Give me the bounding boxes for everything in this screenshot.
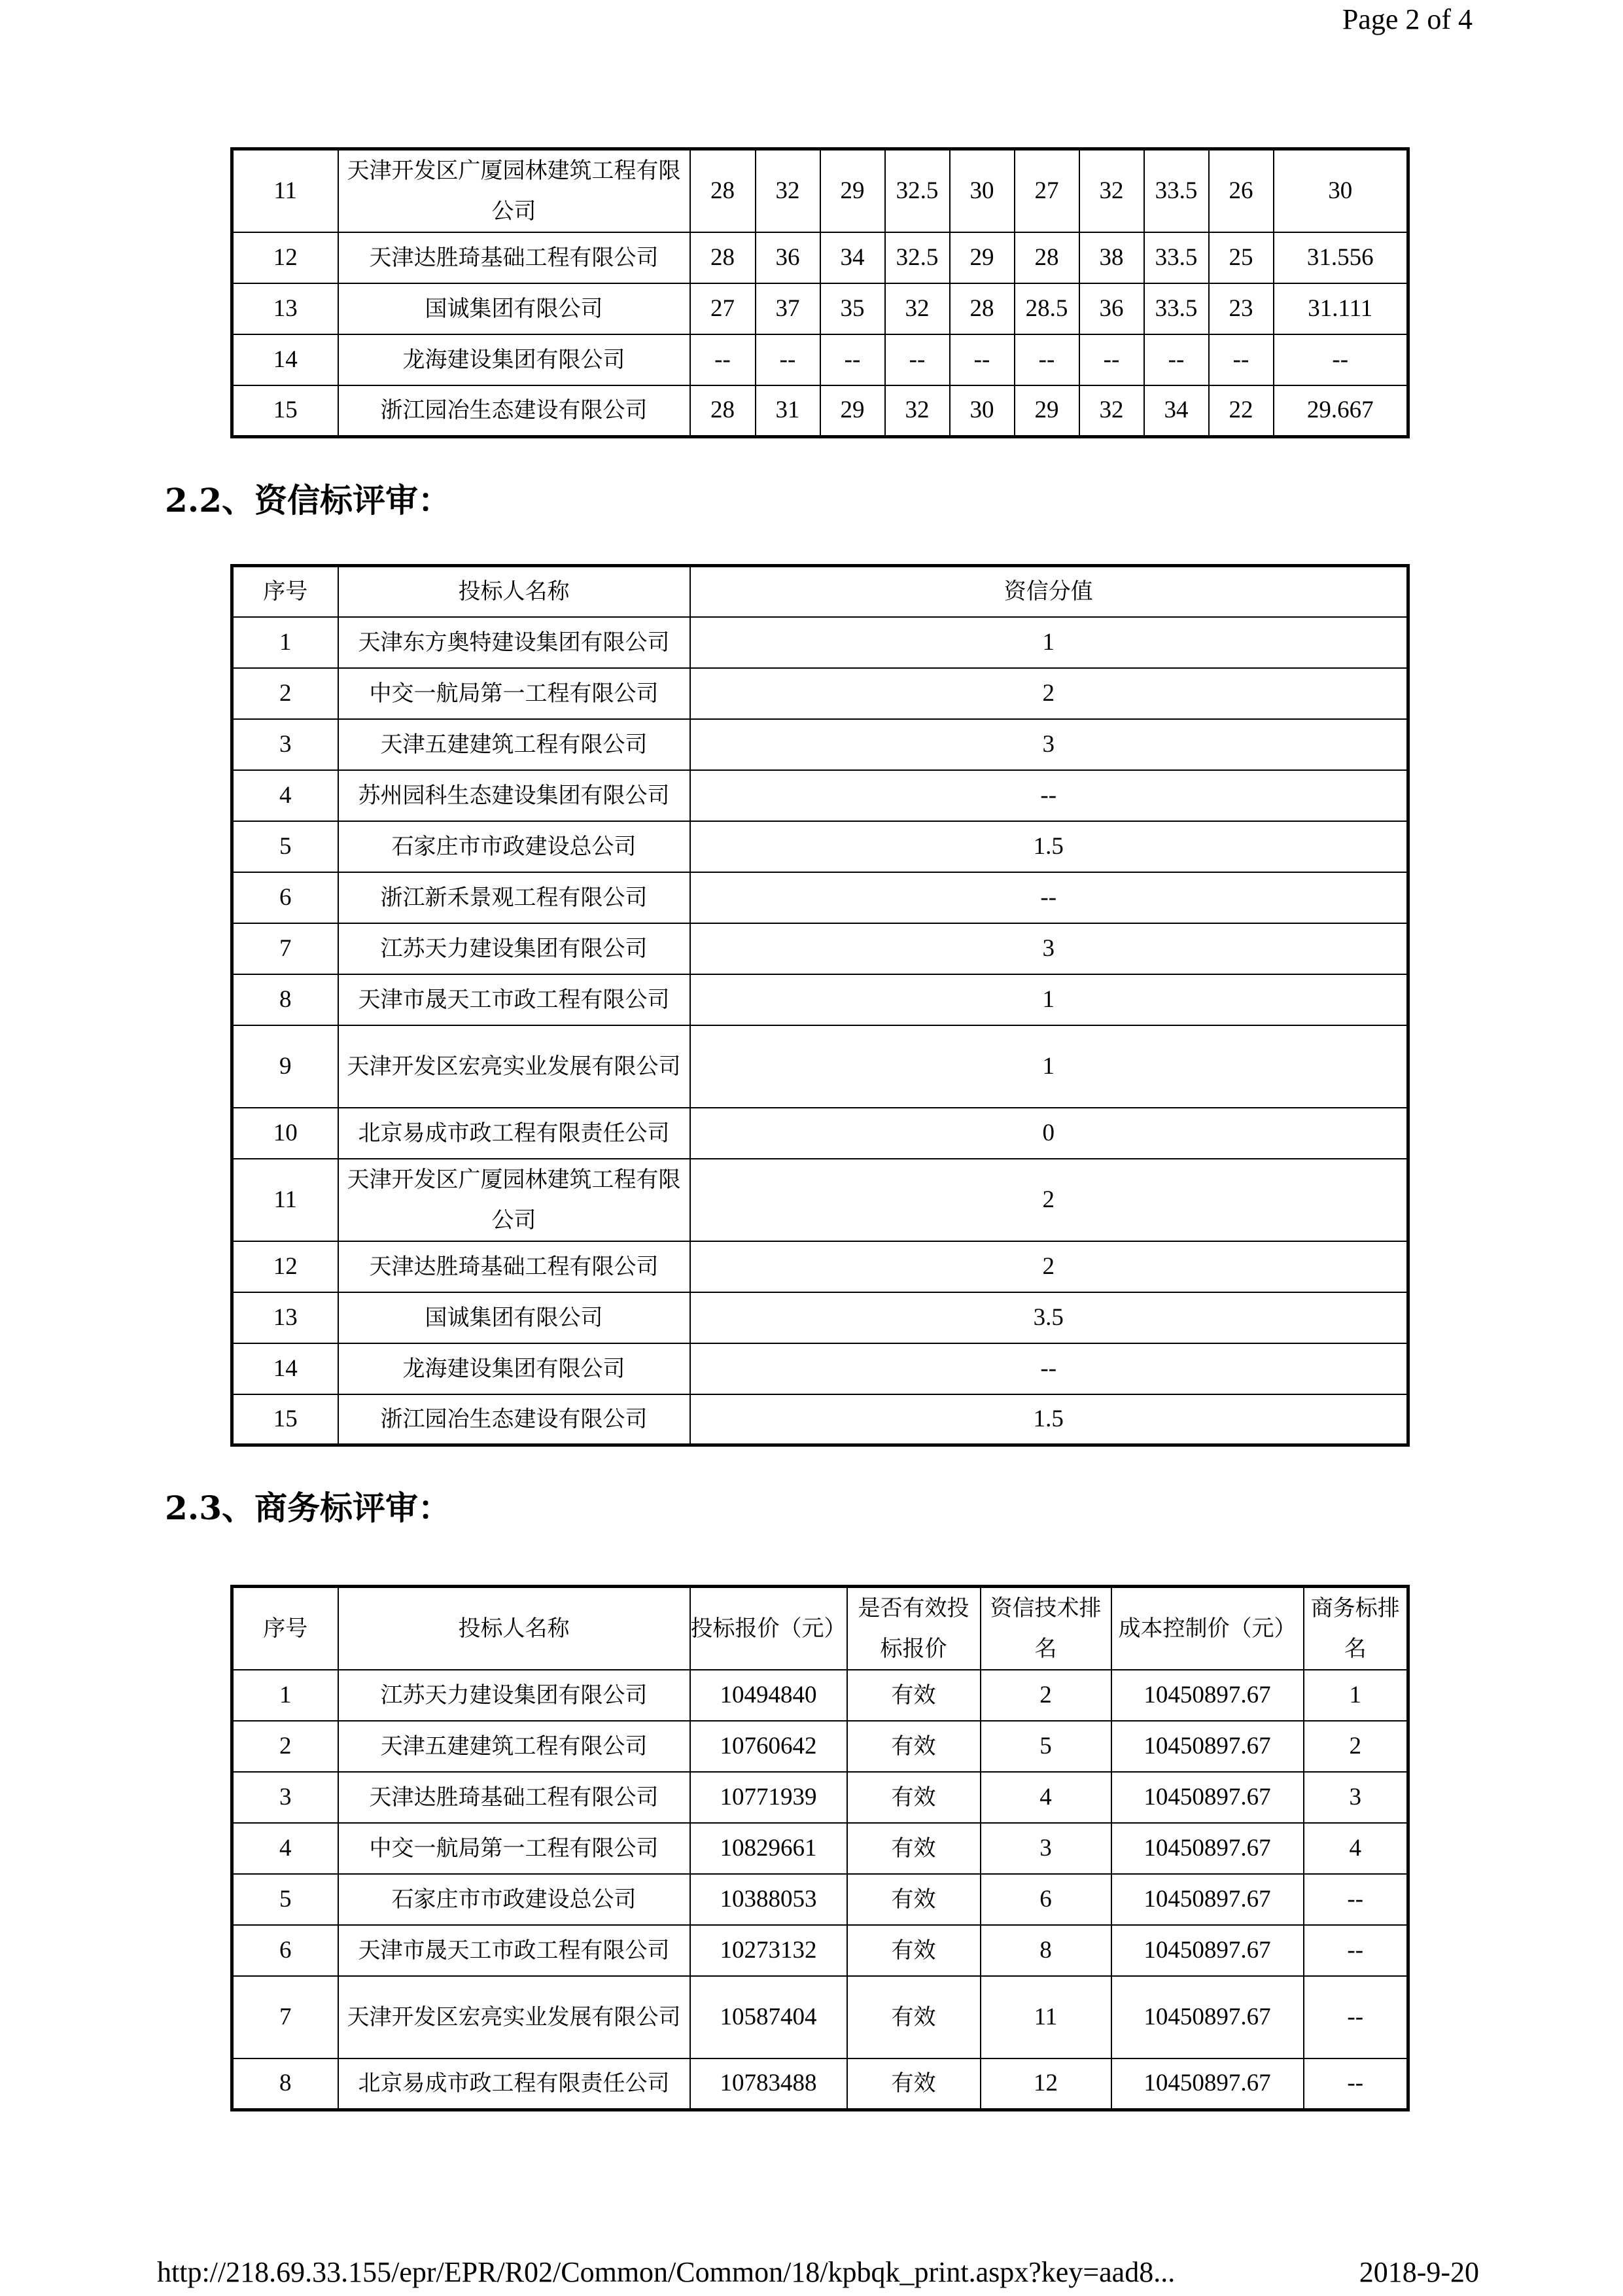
- credit-score-cell: 3: [690, 719, 1408, 770]
- average-score-cell: 29.667: [1274, 385, 1408, 436]
- bidder-name-cell: 石家庄市市政建设总公司: [338, 821, 690, 872]
- bidder-name-cell: 中交一航局第一工程有限公司: [338, 668, 690, 719]
- table-row: [232, 1925, 1408, 1976]
- row-number-cell: 3: [232, 719, 338, 770]
- row-number-cell: 11: [232, 1159, 338, 1241]
- valid-bid-cell: 有效: [847, 1721, 981, 1772]
- bid-price-cell: 10587404: [690, 1976, 847, 2058]
- row-number-cell: 6: [232, 1925, 338, 1976]
- credit-score-cell: --: [690, 1343, 1408, 1394]
- score-cell: 35: [820, 283, 885, 334]
- credit-score-cell: 2: [690, 1159, 1408, 1241]
- table-row: [232, 1772, 1408, 1823]
- table-row: [232, 1159, 1408, 1241]
- row-number-cell: 12: [232, 1241, 338, 1292]
- score-cell: 26: [1209, 149, 1274, 233]
- row-number-cell: 11: [232, 149, 338, 233]
- score-cell: --: [1144, 334, 1209, 385]
- score-cell: 32: [885, 385, 950, 436]
- table-row: [232, 283, 1408, 334]
- credit-score-cell: 1.5: [690, 1394, 1408, 1445]
- bidder-name-cell: 天津五建建筑工程有限公司: [338, 1721, 690, 1772]
- credit-tech-rank-cell: 8: [981, 1925, 1111, 1976]
- technical-score-table: [230, 147, 1410, 438]
- business-score-table: [230, 1585, 1410, 2111]
- header-cell-bidder-name: 投标人名称: [338, 1587, 690, 1670]
- table-header-row: [232, 566, 1408, 617]
- score-cell: 27: [690, 283, 756, 334]
- bidder-name-cell: 天津达胜琦基础工程有限公司: [338, 1772, 690, 1823]
- row-number-cell: 2: [232, 1721, 338, 1772]
- row-number-cell: 1: [232, 617, 338, 668]
- valid-bid-cell: 有效: [847, 1823, 981, 1874]
- bidder-name-cell: 苏州园科生态建设集团有限公司: [338, 770, 690, 821]
- business-rank-cell: --: [1304, 1874, 1408, 1925]
- bidder-name-cell: 北京易成市政工程有限责任公司: [338, 1108, 690, 1159]
- credit-score-cell: 1: [690, 1025, 1408, 1108]
- score-cell: 28.5: [1015, 283, 1079, 334]
- table-row: [232, 1670, 1408, 1721]
- score-cell: 28: [1015, 232, 1079, 283]
- row-number-cell: 6: [232, 872, 338, 923]
- credit-tech-rank-cell: 4: [981, 1772, 1111, 1823]
- row-number-cell: 15: [232, 1394, 338, 1445]
- business-rank-cell: --: [1304, 1925, 1408, 1976]
- table-row: [232, 1343, 1408, 1394]
- business-rank-cell: 3: [1304, 1772, 1408, 1823]
- bidder-name-cell: 北京易成市政工程有限责任公司: [338, 2058, 690, 2110]
- bidder-name-cell: 龙海建设集团有限公司: [338, 1343, 690, 1394]
- bid-price-cell: 10494840: [690, 1670, 847, 1721]
- row-number-cell: 7: [232, 1976, 338, 2058]
- score-cell: 23: [1209, 283, 1274, 334]
- table-row: [232, 1394, 1408, 1445]
- row-number-cell: 9: [232, 1025, 338, 1108]
- score-cell: 28: [690, 385, 756, 436]
- bid-price-cell: 10388053: [690, 1874, 847, 1925]
- score-cell: 36: [1079, 283, 1144, 334]
- score-cell: 32.5: [885, 149, 950, 233]
- score-cell: 36: [756, 232, 820, 283]
- row-number-cell: 13: [232, 283, 338, 334]
- row-number-cell: 4: [232, 1823, 338, 1874]
- row-number-cell: 2: [232, 668, 338, 719]
- credit-tech-rank-cell: 2: [981, 1670, 1111, 1721]
- average-score-cell: 31.111: [1274, 283, 1408, 334]
- bidder-name-cell: 天津五建建筑工程有限公司: [338, 719, 690, 770]
- score-cell: --: [820, 334, 885, 385]
- valid-bid-cell: 有效: [847, 1772, 981, 1823]
- table-row: [232, 1976, 1408, 2058]
- bid-price-cell: 10829661: [690, 1823, 847, 1874]
- bidder-name-cell: 天津市晟天工市政工程有限公司: [338, 1925, 690, 1976]
- score-cell: --: [950, 334, 1015, 385]
- score-cell: 32: [756, 149, 820, 233]
- row-number-cell: 5: [232, 1874, 338, 1925]
- table-row: [232, 974, 1408, 1025]
- score-cell: --: [1209, 334, 1274, 385]
- table-row: [232, 923, 1408, 974]
- bidder-name-cell: 天津开发区宏亮实业发展有限公司: [338, 1976, 690, 2058]
- score-cell: --: [885, 334, 950, 385]
- header-cell-credit-tech-rank: 资信技术排名: [981, 1587, 1111, 1670]
- credit-score-table: [230, 564, 1410, 1447]
- footer-url: http://218.69.33.155/epr/EPR/R02/Common/Common/18/kpbqk_print.aspx?key=aad8...: [157, 2256, 1176, 2288]
- header-cell-cost-control-price: 成本控制价（元）: [1111, 1587, 1304, 1670]
- cost-control-price-cell: 10450897.67: [1111, 1925, 1304, 1976]
- business-rank-cell: --: [1304, 1976, 1408, 2058]
- valid-bid-cell: 有效: [847, 1670, 981, 1721]
- print-footer: [157, 2254, 1479, 2291]
- credit-score-cell: 1.5: [690, 821, 1408, 872]
- score-cell: 34: [1144, 385, 1209, 436]
- score-cell: 29: [820, 385, 885, 436]
- score-cell: 28: [950, 283, 1015, 334]
- credit-score-cell: 0: [690, 1108, 1408, 1159]
- credit-tech-rank-cell: 12: [981, 2058, 1111, 2110]
- row-number-cell: 4: [232, 770, 338, 821]
- business-rank-cell: 1: [1304, 1670, 1408, 1721]
- bidder-name-cell: 天津达胜琦基础工程有限公司: [338, 1241, 690, 1292]
- score-cell: 28: [690, 149, 756, 233]
- score-cell: --: [1015, 334, 1079, 385]
- bidder-name-cell: 中交一航局第一工程有限公司: [338, 1823, 690, 1874]
- table-row: [232, 617, 1408, 668]
- credit-score-cell: 1: [690, 974, 1408, 1025]
- row-number-cell: 8: [232, 974, 338, 1025]
- score-cell: 32.5: [885, 232, 950, 283]
- row-number-cell: 14: [232, 334, 338, 385]
- table-row: [232, 1823, 1408, 1874]
- score-cell: 33.5: [1144, 149, 1209, 233]
- header-cell-valid-bid: 是否有效投标报价: [847, 1587, 981, 1670]
- score-cell: 33.5: [1144, 283, 1209, 334]
- table-header-row: [232, 1587, 1408, 1670]
- score-cell: 29: [1015, 385, 1079, 436]
- bidder-name-cell: 石家庄市市政建设总公司: [338, 1874, 690, 1925]
- bidder-name-cell: 天津开发区广厦园林建筑工程有限公司: [338, 149, 690, 233]
- row-number-cell: 3: [232, 1772, 338, 1823]
- table-row: [232, 385, 1408, 436]
- bidder-name-cell: 浙江园冶生态建设有限公司: [338, 1394, 690, 1445]
- table-row: [232, 1874, 1408, 1925]
- row-number-cell: 15: [232, 385, 338, 436]
- score-cell: 31: [756, 385, 820, 436]
- row-number-cell: 13: [232, 1292, 338, 1343]
- score-cell: --: [1079, 334, 1144, 385]
- bidder-name-cell: 龙海建设集团有限公司: [338, 334, 690, 385]
- table-row: [232, 668, 1408, 719]
- header-cell-no: 序号: [232, 1587, 338, 1670]
- table-row: [232, 232, 1408, 283]
- table-row: [232, 872, 1408, 923]
- cost-control-price-cell: 10450897.67: [1111, 1670, 1304, 1721]
- section-heading-credit: 2.2、资信标评审：: [165, 481, 451, 520]
- row-number-cell: 1: [232, 1670, 338, 1721]
- section-heading-business: 2.3、商务标评审：: [165, 1489, 451, 1527]
- header-cell-business-rank: 商务标排名: [1304, 1587, 1408, 1670]
- credit-tech-rank-cell: 11: [981, 1976, 1111, 2058]
- table-row: [232, 1721, 1408, 1772]
- valid-bid-cell: 有效: [847, 2058, 981, 2110]
- score-cell: 28: [690, 232, 756, 283]
- score-cell: 32: [885, 283, 950, 334]
- header-cell-bidder-name: 投标人名称: [338, 566, 690, 617]
- page-number-label: Page 2 of 4: [1342, 3, 1473, 35]
- score-cell: 34: [820, 232, 885, 283]
- score-cell: 38: [1079, 232, 1144, 283]
- credit-score-cell: --: [690, 770, 1408, 821]
- row-number-cell: 7: [232, 923, 338, 974]
- bidder-name-cell: 天津达胜琦基础工程有限公司: [338, 232, 690, 283]
- bidder-name-cell: 天津市晟天工市政工程有限公司: [338, 974, 690, 1025]
- row-number-cell: 8: [232, 2058, 338, 2110]
- valid-bid-cell: 有效: [847, 1925, 981, 1976]
- row-number-cell: 12: [232, 232, 338, 283]
- bidder-name-cell: 江苏天力建设集团有限公司: [338, 923, 690, 974]
- credit-score-cell: 3.5: [690, 1292, 1408, 1343]
- cost-control-price-cell: 10450897.67: [1111, 1823, 1304, 1874]
- business-rank-cell: 4: [1304, 1823, 1408, 1874]
- score-cell: 33.5: [1144, 232, 1209, 283]
- credit-tech-rank-cell: 6: [981, 1874, 1111, 1925]
- score-cell: 29: [820, 149, 885, 233]
- credit-score-cell: 2: [690, 1241, 1408, 1292]
- average-score-cell: 31.556: [1274, 232, 1408, 283]
- business-rank-cell: 2: [1304, 1721, 1408, 1772]
- table-row: [232, 1025, 1408, 1108]
- table-row: [232, 149, 1408, 233]
- footer-date: 2018-9-20: [1359, 2256, 1479, 2288]
- score-cell: 30: [950, 149, 1015, 233]
- score-cell: 32: [1079, 385, 1144, 436]
- table-row: [232, 821, 1408, 872]
- header-cell-no: 序号: [232, 566, 338, 617]
- table-row: [232, 719, 1408, 770]
- table-row: [232, 2058, 1408, 2110]
- header-cell-bid-price: 投标报价（元）: [690, 1587, 847, 1670]
- credit-score-cell: 1: [690, 617, 1408, 668]
- row-number-cell: 14: [232, 1343, 338, 1394]
- bidder-name-cell: 浙江新禾景观工程有限公司: [338, 872, 690, 923]
- credit-tech-rank-cell: 5: [981, 1721, 1111, 1772]
- cost-control-price-cell: 10450897.67: [1111, 1976, 1304, 2058]
- average-score-cell: 30: [1274, 149, 1408, 233]
- business-rank-cell: --: [1304, 2058, 1408, 2110]
- score-cell: 22: [1209, 385, 1274, 436]
- score-cell: --: [756, 334, 820, 385]
- score-cell: 29: [950, 232, 1015, 283]
- credit-tech-rank-cell: 3: [981, 1823, 1111, 1874]
- table-row: [232, 1292, 1408, 1343]
- cost-control-price-cell: 10450897.67: [1111, 1874, 1304, 1925]
- credit-score-cell: 2: [690, 668, 1408, 719]
- cost-control-price-cell: 10450897.67: [1111, 1772, 1304, 1823]
- bidder-name-cell: 天津开发区广厦园林建筑工程有限公司: [338, 1159, 690, 1241]
- score-cell: 30: [950, 385, 1015, 436]
- bidder-name-cell: 江苏天力建设集团有限公司: [338, 1670, 690, 1721]
- bidder-name-cell: 国诚集团有限公司: [338, 283, 690, 334]
- bid-price-cell: 10771939: [690, 1772, 847, 1823]
- score-cell: 32: [1079, 149, 1144, 233]
- table-row: [232, 334, 1408, 385]
- row-number-cell: 10: [232, 1108, 338, 1159]
- bid-price-cell: 10783488: [690, 2058, 847, 2110]
- table-row: [232, 770, 1408, 821]
- credit-score-cell: 3: [690, 923, 1408, 974]
- row-number-cell: 5: [232, 821, 338, 872]
- bidder-name-cell: 国诚集团有限公司: [338, 1292, 690, 1343]
- bid-price-cell: 10760642: [690, 1721, 847, 1772]
- cost-control-price-cell: 10450897.67: [1111, 1721, 1304, 1772]
- score-cell: --: [690, 334, 756, 385]
- cost-control-price-cell: 10450897.67: [1111, 2058, 1304, 2110]
- table-row: [232, 1241, 1408, 1292]
- bid-price-cell: 10273132: [690, 1925, 847, 1976]
- score-cell: 27: [1015, 149, 1079, 233]
- bidder-name-cell: 天津东方奥特建设集团有限公司: [338, 617, 690, 668]
- table-row: [232, 1108, 1408, 1159]
- valid-bid-cell: 有效: [847, 1874, 981, 1925]
- average-score-cell: --: [1274, 334, 1408, 385]
- bidder-name-cell: 浙江园冶生态建设有限公司: [338, 385, 690, 436]
- score-cell: 37: [756, 283, 820, 334]
- score-cell: 25: [1209, 232, 1274, 283]
- valid-bid-cell: 有效: [847, 1976, 981, 2058]
- header-cell-credit-score: 资信分值: [690, 566, 1408, 617]
- bidder-name-cell: 天津开发区宏亮实业发展有限公司: [338, 1025, 690, 1108]
- credit-score-cell: --: [690, 872, 1408, 923]
